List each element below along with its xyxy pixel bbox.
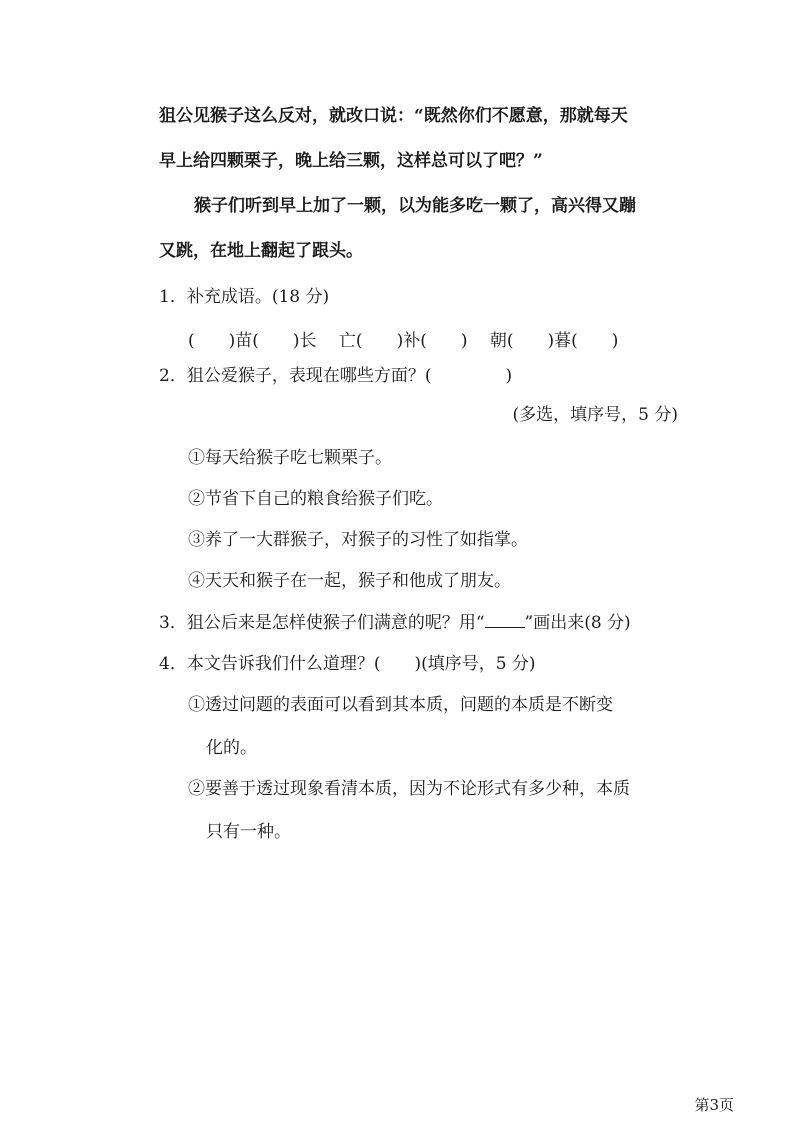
passage-line-3: 猴子们听到早上加了一颗，以为能多吃一颗了，高兴得又蹦 xyxy=(194,196,636,216)
question-1-blanks: ( )苗( )长 亡( )补( ) 朝( )暮( ) xyxy=(188,331,619,351)
page-number: 第3页 xyxy=(694,1096,734,1114)
question-2-option: ①每天给猴子吃七颗栗子。 xyxy=(188,448,392,468)
question-3-stem-text: 3．狙公后来是怎样使猴子们满意的呢？用“ xyxy=(159,613,485,633)
question-4-option-2-line-2: 只有一种。 xyxy=(206,822,291,842)
question-4-option-1-line-2: 化的。 xyxy=(206,738,257,758)
question-4-option-1-line-1: ①透过问题的表面可以看到其本质，问题的本质是不断变 xyxy=(188,695,613,715)
passage-line-4: 又跳，在地上翻起了跟头。 xyxy=(159,241,363,261)
question-2-stem-text: 2．狙公爱猴子，表现在哪些方面？( xyxy=(159,366,432,386)
passage-line-2: 早上给四颗栗子，晚上给三颗，这样总可以了吧？” xyxy=(159,151,543,171)
question-4-option-2-line-1: ②要善于透过现象看清本质，因为不论形式有多少种，本质 xyxy=(188,779,630,799)
question-2-note: (多选，填序号，5 分) xyxy=(512,405,678,425)
question-3-stem-end: ”画出来(8 分) xyxy=(524,613,631,633)
question-2-stem xyxy=(159,364,512,388)
passage-line-1: 狙公见猴子这么反对，就改口说：“既然你们不愿意，那就每天 xyxy=(159,106,628,126)
question-3-stem xyxy=(159,611,631,635)
question-2-option: ②节省下自己的粮食给猴子们吃。 xyxy=(188,489,443,509)
question-2-stem-close: ) xyxy=(505,366,513,386)
underline-sample xyxy=(485,611,525,628)
question-1-stem: 1．补充成语。(18 分) xyxy=(159,287,330,307)
question-4-stem: 4．本文告诉我们什么道理？( )(填序号，5 分) xyxy=(159,654,536,674)
question-2-option: ③养了一大群猴子，对猴子的习性了如指掌。 xyxy=(188,530,528,550)
question-2-option: ④天天和猴子在一起，猴子和他成了朋友。 xyxy=(188,571,511,591)
